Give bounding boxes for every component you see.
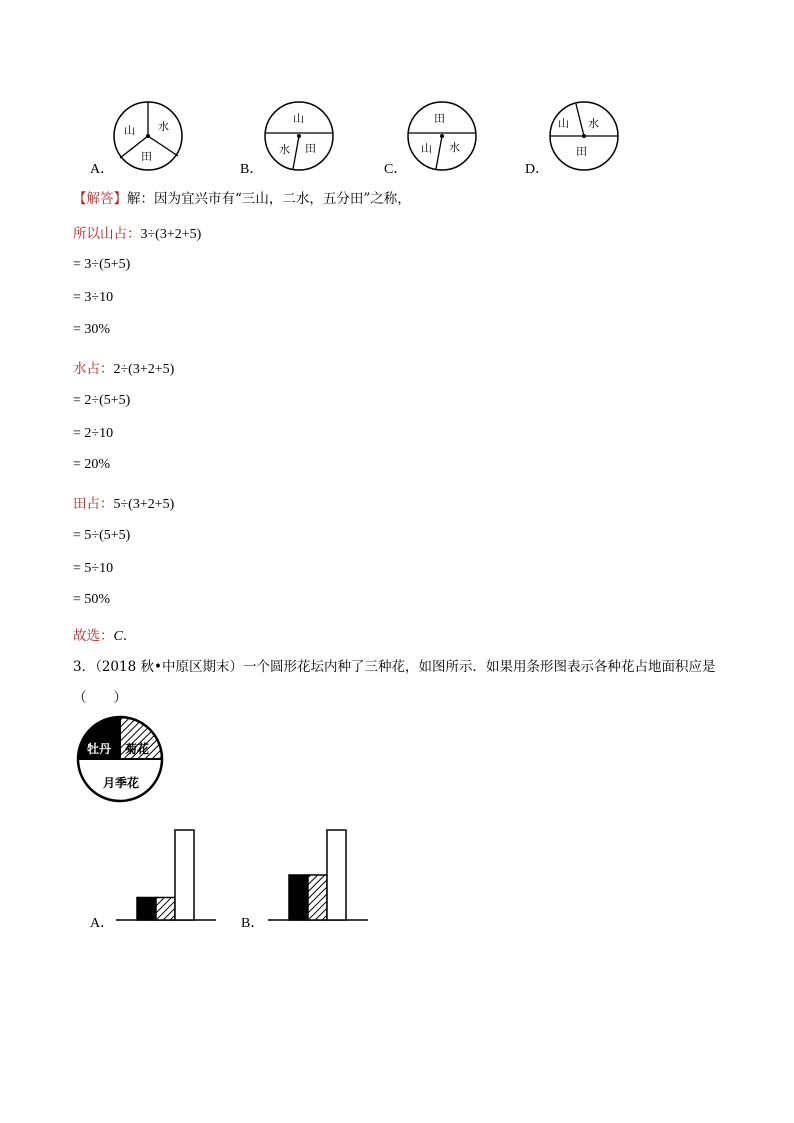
shui-line — [73, 357, 174, 378]
bar-b-bar-1 — [289, 875, 308, 920]
bar-a-bar-2 — [156, 898, 175, 921]
pie-option-b — [263, 100, 335, 172]
choice-line — [73, 624, 136, 645]
option-b-label: B． — [240, 162, 264, 177]
answer-intro-line — [73, 187, 411, 207]
shui-step-2: = 2÷10 — [73, 426, 114, 441]
q3-line-1: 3．（2018 秋•中原区期末）一个圆形花坛内种了三种花，如图所示．如果用条形图表示各种花占地面积应是 — [73, 659, 716, 675]
pie-d-seg-3: 田 — [576, 145, 587, 158]
pie-a-seg-3: 田 — [141, 150, 152, 163]
shan-step-3: = 30% — [73, 322, 111, 337]
shui-expr: 2÷(3+2+5) — [113, 362, 175, 377]
shan-step-2: = 3÷10 — [73, 290, 114, 305]
tian-expr: 5÷(3+2+5) — [113, 497, 175, 512]
tian-head: 田占： — [73, 496, 114, 512]
option-c-label: C． — [384, 162, 408, 177]
pie-b-seg-1: 山 — [293, 112, 304, 125]
shan-expr: 3÷(3+2+5) — [140, 227, 202, 242]
shan-head: 所以山占： — [73, 226, 141, 242]
shui-head: 水占： — [73, 361, 114, 377]
tian-step-2: = 5÷10 — [73, 561, 114, 576]
pie-c-seg-1: 田 — [434, 112, 445, 125]
bar-b-bar-2 — [308, 875, 327, 920]
q3-line-2: （ ） — [73, 690, 127, 706]
pie-b-seg-3: 田 — [305, 142, 316, 155]
pie-option-a — [112, 100, 184, 172]
bar-chart-a — [116, 825, 220, 925]
choice-suffix: ． — [122, 628, 137, 644]
pie-a-seg-2: 水 — [158, 120, 169, 133]
pie-d-seg-2: 水 — [588, 117, 599, 130]
choice-prefix: 故选： — [73, 628, 114, 644]
pie-option-d — [548, 100, 620, 172]
pie-label-juhua: 菊花 — [125, 742, 150, 756]
option-a-label: A． — [90, 162, 115, 177]
bar-chart-b — [268, 825, 372, 925]
tian-line — [73, 492, 174, 513]
bar-a-bar-3 — [175, 830, 194, 920]
shui-step-3: = 20% — [73, 457, 111, 472]
pie-label-yueji: 月季花 — [103, 776, 140, 790]
answer-tag: 【解答】 — [73, 191, 127, 207]
tian-step-3: = 50% — [73, 592, 111, 607]
pie-c-seg-3: 水 — [449, 141, 460, 154]
shan-step-1: = 3÷(5+5) — [73, 257, 131, 272]
pie-b-seg-2: 水 — [279, 143, 290, 156]
option-d-label: D． — [525, 162, 550, 177]
bar-b-bar-3 — [327, 830, 346, 920]
pie-a-seg-1: 山 — [124, 124, 135, 137]
pie-d-seg-1: 山 — [558, 117, 569, 130]
choice-value: C — [113, 629, 123, 644]
pie-label-mudan: 牡丹 — [87, 742, 112, 756]
pie-c-seg-2: 山 — [421, 142, 432, 155]
shui-step-1: = 2÷(5+5) — [73, 393, 131, 408]
bar-option-a-label: A． — [90, 916, 115, 931]
flower-bed-pie — [75, 715, 165, 805]
answer-intro: 解：因为宜兴市有“三山，二水，五分田”之称， — [127, 191, 411, 207]
pie-option-c — [406, 100, 478, 172]
bar-option-b-label: B． — [241, 916, 265, 931]
bar-a-bar-1 — [137, 898, 156, 921]
tian-step-1: = 5÷(5+5) — [73, 528, 131, 543]
shan-line — [73, 222, 201, 243]
